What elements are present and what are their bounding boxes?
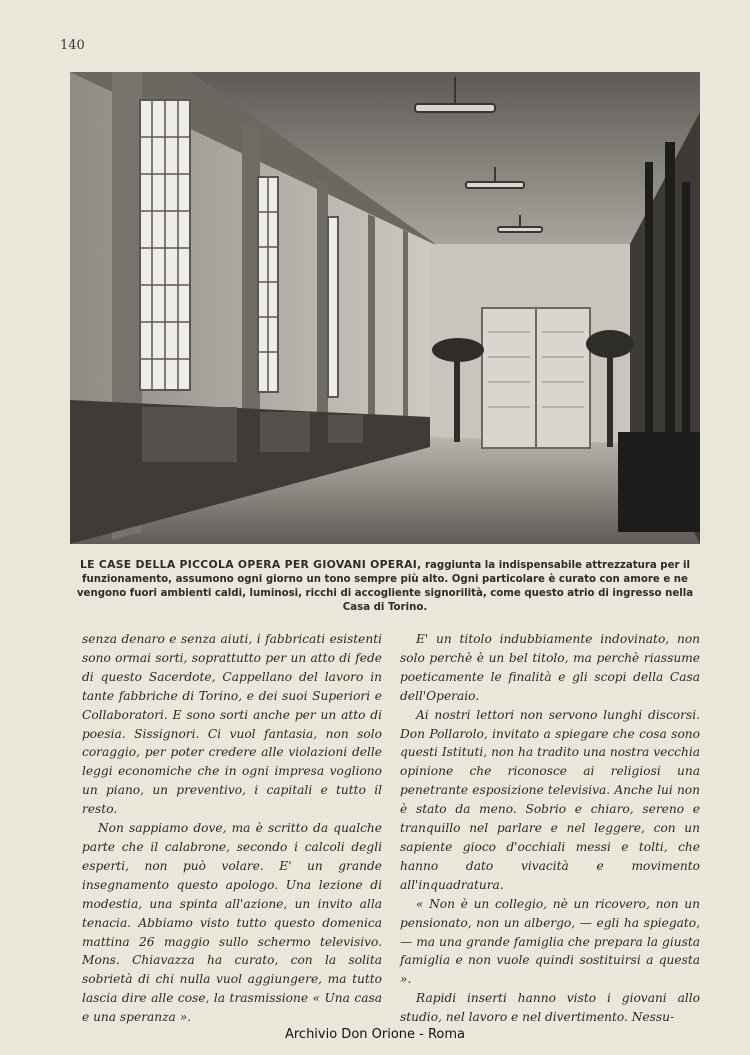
caption-lead: LE CASE DELLA PICCOLA OPERA PER GIOVANI OPERAI, [79,558,422,571]
photo-caption [70,558,700,615]
paragraph: Ai nostri lettori non servono lunghi discorsi. Don Pollarolo, invitato a spiegare che cosa sono questi Istituti, non ha tradito una nostra vecchia opinione che riconosce ai religiosi una penetrante esposizione televisiva. Anche lui non è stato da meno. Sobrio e chiaro, sereno e tranquillo nel parlare e nel leggere, con un sapiente gioco d'occhiali messi e tolti, che hanno dato vivacità e movimento all'inquadratura. [400,707,700,892]
caption-body: raggiunta la indispensabile attrezzatura per il funzionamento, assumono ogni giorno un tono sempre più alto. Ogni particolare è curato con amore e ne vengono fuori ambienti caldi, luminosi, ricchi di accogliente signorilità, come questo atrio di ingresso nella Casa di Torino. [76,560,694,613]
article-column-right [400,630,700,1027]
paragraph: Rapidi inserti hanno visto i giovani allo studio, nel lavoro e nel divertimento. Nessu- [400,991,700,1025]
paragraph: « Non è un collegio, nè un ricovero, non un pensionato, non un albergo, — egli ha spiegato, — ma una grande famiglia che prepara la giusta famiglia e non vuole quindi sostituirsi a questa ». [400,896,700,987]
photo-icon [70,72,700,544]
archive-footer: Archivio Don Orione - Roma [284,1027,466,1042]
article-column-left [82,630,382,1027]
page-number: 140 [60,38,85,53]
hallway-photo [70,72,700,544]
paragraph: E' un titolo indubbiamente indovinato, non solo perchè è un bel titolo, ma perchè riassume poeticamente le finalità e gli scopi della Casa dell'Operaio. [400,632,700,703]
paragraph: Non sappiamo dove, ma è scritto da qualche parte che il calabrone, secondo i calcoli degli esperti, non può volare. E' un grande insegnamento questo apologo. Una lezione di modestia, una spinta all'azione, un invito alla tenacia. Abbiamo visto tutto questo domenica mattina 26 maggio sullo schermo televisivo. Mons. Chiavazza ha curato, con la solita sobrietà di chi nulla vuol aggiungere, ma tutto lascia dire alle cose, la trasmissione « Una casa e una speranza ». [82,821,382,1025]
paragraph: senza denaro e senza aiuti, i fabbricati esistenti sono ormai sorti, soprattutto per un atto di fede di questo Sacerdote, Cappellano del lavoro in tante fabbriche di Torino, e dei suoi Superiori e Collaboratori. E sono sorti anche per un atto di poesia. Sissignori. Ci vuol fantasia, non solo coraggio, per poter credere alle violazioni delle leggi economiche che in ogni impresa vogliono un piano, un preventivo, i capitali e tutto il resto. [82,632,382,817]
